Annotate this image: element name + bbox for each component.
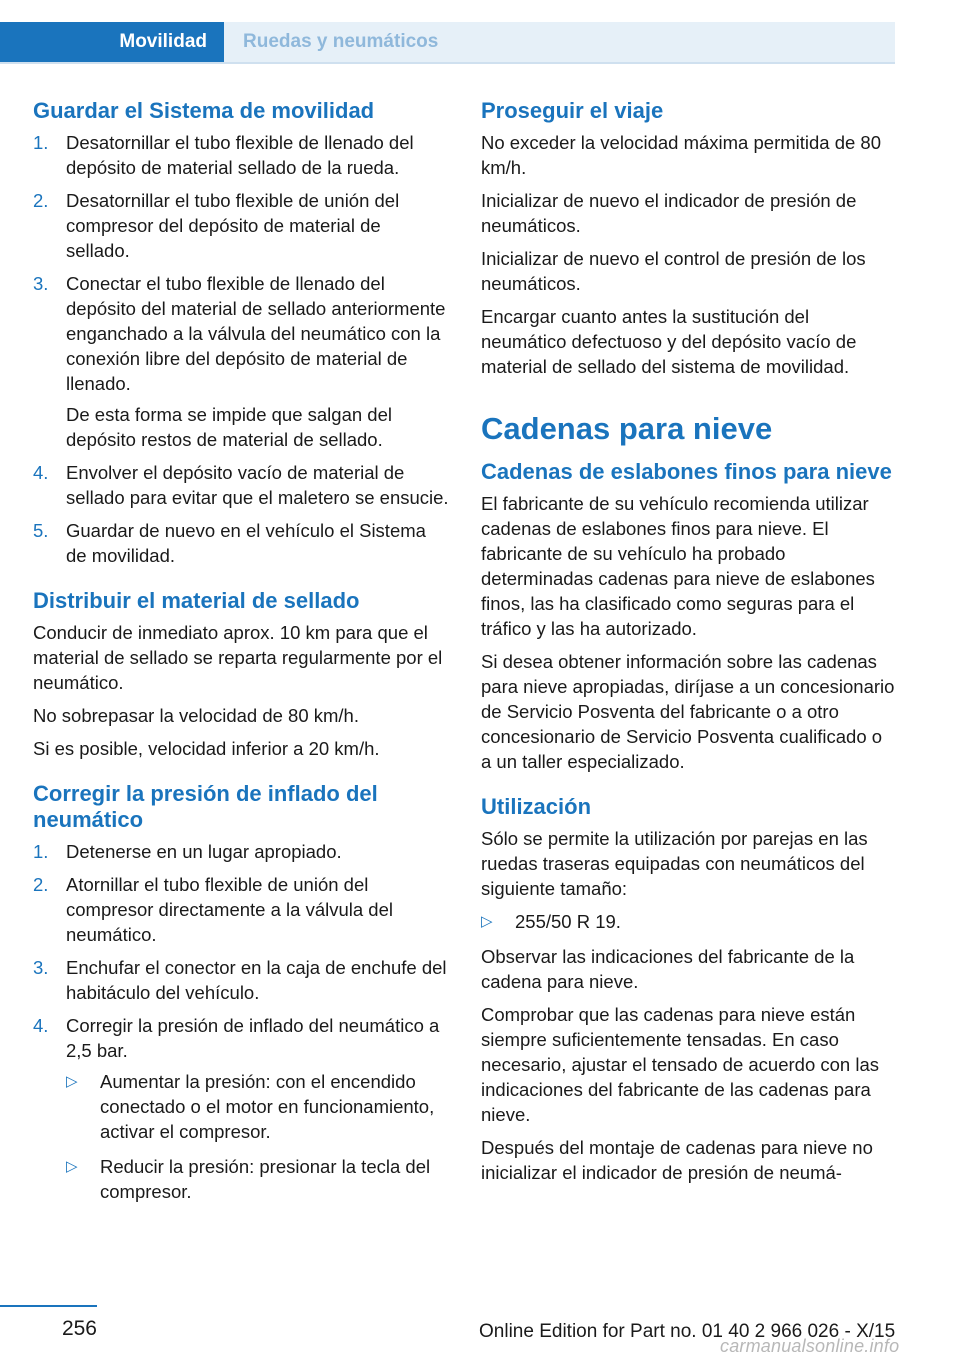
step-text: Guardar de nuevo en el vehículo el Sistema de movilidad. [66, 520, 426, 566]
step-text: Desatornillar el tubo flexible de llenado del depósito de material sellado de la rueda. [66, 132, 414, 178]
right-column [481, 98, 897, 1193]
step-text: Atornillar el tubo flexible de unión del compresor directamente a la válvula del neumático. [66, 874, 393, 945]
paragraph: Encargar cuanto antes la sustitución del neumático defectuoso y del depósito vacío de material de sellado del sistema de movilidad. [481, 306, 857, 377]
step-text: Envolver el depósito vacío de material de sellado para evitar que el maletero se ensucie. [66, 462, 449, 508]
step-number: 3. [33, 957, 49, 978]
list-item [33, 518, 449, 568]
bullet-text: 255/50 R 19. [515, 911, 621, 932]
left-column [33, 98, 449, 1214]
section-title-distribuir: Distribuir el material de sellado [33, 588, 360, 613]
section-title-corregir: Corregir la presión de inflado del neumático [33, 781, 378, 832]
section-title-proseguir: Proseguir el viaje [481, 98, 664, 123]
bullet-text: Aumentar la presión: con el encendido conectado o el motor en funcionamiento, activar el compresor. [100, 1071, 435, 1142]
step-text: Detenerse en un lugar apropiado. [66, 841, 342, 862]
steps-guardar [33, 130, 449, 568]
chapter-header [0, 0, 895, 64]
step-number: 1. [33, 841, 49, 862]
paragraph: Inicializar de nuevo el control de presión de los neumáticos. [481, 248, 866, 294]
section-title-guardar: Guardar el Sistema de movilidad [33, 98, 375, 123]
step-number: 1. [33, 132, 49, 153]
step-number: 2. [33, 874, 49, 895]
step-text: Desatornillar el tubo flexible de unión del compresor del depósito de material de sellado. [66, 190, 400, 261]
step-text: Corregir la presión de inflado del neumático a 2,5 bar. [66, 1015, 440, 1061]
list-item [33, 271, 449, 452]
step-text: Conectar el tubo flexible de llenado del depósito del material de sellado anteriormente enganchado a la válvula del neumático con la conexión libre del depósito de material de llenado. [66, 273, 446, 394]
triangle-bullet-icon: ▷ [66, 1073, 78, 1090]
tab-movilidad[interactable]: Movilidad [0, 22, 224, 62]
section-title-utilizacion: Utilización [481, 794, 592, 819]
paragraph: Inicializar de nuevo el indicador de presión de neumáticos. [481, 190, 857, 236]
list-item [33, 872, 449, 947]
paragraph: El fabricante de su vehículo recomienda utilizar cadenas de eslabones finos para nieve. El fabricante de su vehículo ha probado determinadas cadenas para nieve de eslabones finos, las ha clasificado como seguras para el tráfico y las ha autorizado. [481, 493, 875, 639]
step-text: Enchufar el conector en la caja de enchufe del habitáculo del vehículo. [66, 957, 447, 1003]
tire-size-list [481, 909, 897, 934]
edition-text: Online Edition for Part no. 01 40 2 966 026 - X/15 [479, 1321, 896, 1342]
paragraph: No sobrepasar la velocidad de 80 km/h. [33, 705, 359, 726]
paragraph: No exceder la velocidad máxima permitida de 80 km/h. [481, 132, 882, 178]
page-number: 256 [61, 1317, 97, 1340]
bullet-item [66, 1069, 449, 1144]
triangle-bullet-icon: ▷ [66, 1158, 78, 1175]
chapter-title-cadenas: Cadenas para nieve [481, 411, 773, 446]
footer-divider [0, 1305, 97, 1307]
list-item [33, 188, 449, 263]
bullet-item [481, 909, 897, 934]
paragraph: Sólo se permite la utilización por parejas en las ruedas traseras equipadas con neumáticos del siguiente tamaño: [481, 828, 868, 899]
list-item [33, 460, 449, 510]
watermark: carmanualsonline.info [720, 1336, 900, 1356]
step-note: De esta forma se impide que salgan del depósito restos de material de sellado. [66, 404, 392, 450]
step-number: 3. [33, 273, 49, 294]
paragraph: Después del montaje de cadenas para nieve no inicializar el indicador de presión de neumá- [481, 1137, 873, 1183]
step-number: 4. [33, 1015, 49, 1036]
list-item [33, 955, 449, 1005]
tab-ruedas-y-neumaticos[interactable]: Ruedas y neumáticos [224, 22, 895, 62]
steps-corregir [33, 839, 449, 1204]
paragraph: Conducir de inmediato aprox. 10 km para que el material de sellado se reparta regularmente por el neumático. [33, 622, 443, 693]
section-title-eslabones: Cadenas de eslabones finos para nieve [481, 459, 892, 484]
step-number: 4. [33, 462, 49, 483]
step-number: 2. [33, 190, 49, 211]
paragraph: Si desea obtener información sobre las cadenas para nieve apropiadas, diríjase a un concesionario de Servicio Posventa del fabricante o a otro concesionario de Servicio Posventa cualificado o a un taller especializado. [481, 651, 895, 772]
step-number: 5. [33, 520, 49, 541]
paragraph: Observar las indicaciones del fabricante de la cadena para nieve. [481, 946, 855, 992]
list-item [33, 1013, 449, 1204]
list-item [33, 130, 449, 180]
bullet-text: Reducir la presión: presionar la tecla del compresor. [100, 1156, 431, 1202]
paragraph: Comprobar que las cadenas para nieve están siempre suficientemente tensadas. En caso necesario, ajustar el tensado de acuerdo con las indicaciones del fabricante de las cadenas para nieve. [481, 1004, 880, 1125]
paragraph: Si es posible, velocidad inferior a 20 km/h. [33, 738, 380, 759]
list-item [33, 839, 449, 864]
sub-bullet-list [66, 1069, 449, 1204]
triangle-bullet-icon: ▷ [481, 913, 493, 930]
bullet-item [66, 1154, 449, 1204]
